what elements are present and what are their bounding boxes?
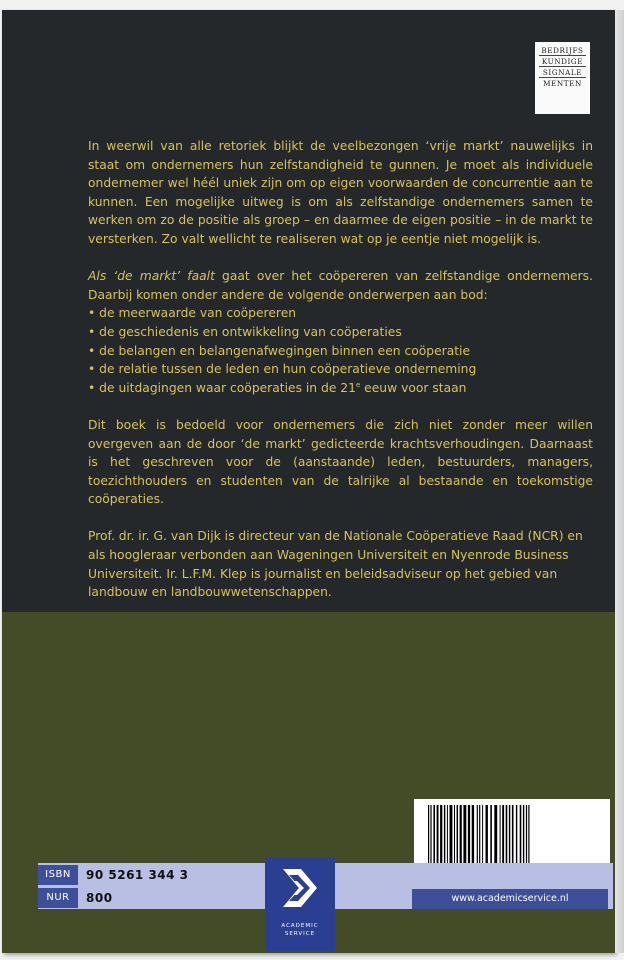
barcode-bar <box>463 805 466 863</box>
topics-intro: gaat over het coöpereren van zelfstandige ondernemers. Daarbij komen onder andere de volgende onderwerpen aan bod: <box>88 269 593 302</box>
blurb-paragraph-authors: Prof. dr. ir. G. van Dijk is directeur van de Nationale Coöperatieve Raad (NCR) en als hoogleraar verbonden aan Wageningen Universiteit en Nyenrode Business Universiteit. Ir. L.F.M. Klep is journalist en beleidsadviseur op het gebied van landbouw en landbouwwetenschappen. <box>88 529 583 600</box>
barcode-bar <box>490 805 492 863</box>
list-item: • de geschiedenis en ontwikkeling van coöperaties <box>88 323 593 342</box>
nur-value: 800 <box>86 891 113 905</box>
barcode-bar <box>509 805 510 863</box>
topics-list <box>88 304 593 397</box>
publisher-name-line: ACADEMIC <box>281 923 319 929</box>
barcode-bar <box>520 805 522 863</box>
barcode-bar <box>479 805 480 869</box>
page-edge <box>615 10 624 953</box>
series-logo-line: BEDRIJFS <box>539 45 586 56</box>
series-logo-line: KUNDIGE <box>539 56 586 67</box>
list-item-text: de uitdagingen waar coöperaties in de 21 <box>99 380 356 395</box>
barcode-bar <box>450 805 453 863</box>
barcode-bar <box>444 805 445 863</box>
series-logo-line: SIGNALE <box>539 67 586 78</box>
website-url[interactable]: www.academicservice.nl <box>412 889 608 909</box>
barcode-bar <box>440 805 442 863</box>
blurb-paragraph-topics <box>88 267 593 304</box>
nur-row <box>38 888 270 908</box>
barcode-bar <box>512 805 514 863</box>
blurb-paragraph-audience: Dit boek is bedoeld voor ondernemers die zich niet zonder meer willen overgeven aan de door ‘de markt’ gedicteerde krachtsverhoudingen. Daarnaast is het geschreven voor de (aanstaande) leden, bestuurders, managers, toezichthouders en studenten van de talrijke al bestaande en toekomstige coöperaties. <box>88 417 593 507</box>
barcode-bar <box>447 805 448 863</box>
barcode-bars <box>424 805 600 869</box>
isbn-label: ISBN <box>38 865 78 885</box>
barcode-bar <box>477 805 478 869</box>
barcode-bar <box>516 805 517 863</box>
superscript: e <box>355 380 361 389</box>
isbn-row <box>38 865 270 885</box>
list-item: • de relatie tussen de leden en hun coöperatieve onderneming <box>88 360 593 379</box>
barcode-bar <box>526 805 527 869</box>
barcode-bar <box>523 805 524 863</box>
barcode-bar <box>457 805 458 863</box>
publisher-name-line: SERVICE <box>284 931 316 937</box>
barcode-bar <box>437 805 439 863</box>
series-logo-line: MENTEN <box>543 79 582 88</box>
barcode-bar <box>482 805 483 863</box>
isbn-value: 90 5261 344 3 <box>86 868 189 882</box>
nur-label: NUR <box>38 888 78 908</box>
barcode-bar <box>500 805 501 863</box>
barcode-bar <box>454 805 455 863</box>
list-item: • de meerwaarde van coöpereren <box>88 304 593 323</box>
barcode-bar <box>472 805 474 863</box>
book-title: Als ‘de markt’ faalt <box>88 269 215 284</box>
book-back-cover <box>2 10 615 953</box>
barcode-bar <box>468 805 470 863</box>
barcode-bar <box>494 805 497 863</box>
barcode-bar <box>433 805 435 863</box>
list-item <box>88 379 593 398</box>
list-item: • de belangen en belangenafwegingen binnen een coöperatie <box>88 342 593 361</box>
barcode-bar <box>528 805 529 869</box>
series-logo <box>535 42 590 114</box>
barcode-bar <box>502 805 504 863</box>
blurb-text <box>88 137 593 620</box>
list-item-text: eeuw voor staan <box>360 380 467 395</box>
barcode-bar <box>486 805 488 863</box>
barcode-bar <box>428 805 429 869</box>
arrow-icon <box>277 865 323 911</box>
blurb-paragraph-intro: In weerwil van alle retoriek blijkt de veelbezongen ‘vrije markt’ nauwelijks in staat om ondernemers hun zelfstandigheid te gunnen. Je moet als individuele ondernemer wel héél uniek zijn om op eigen voorwaarden de concurrentie aan te kunnen. Een mogelijke uitweg is om als zelfstandige ondernemers samen te werken om zo de positie als groep – en daarmee de eigen positie – in de markt te versterken. Zo valt wellicht te realiseren wat op je eentje niet mogelijk is. <box>88 139 593 246</box>
barcode-bar <box>506 805 508 863</box>
barcode-bar <box>460 805 462 863</box>
publisher-logo <box>265 857 335 951</box>
barcode-bar <box>430 805 431 869</box>
